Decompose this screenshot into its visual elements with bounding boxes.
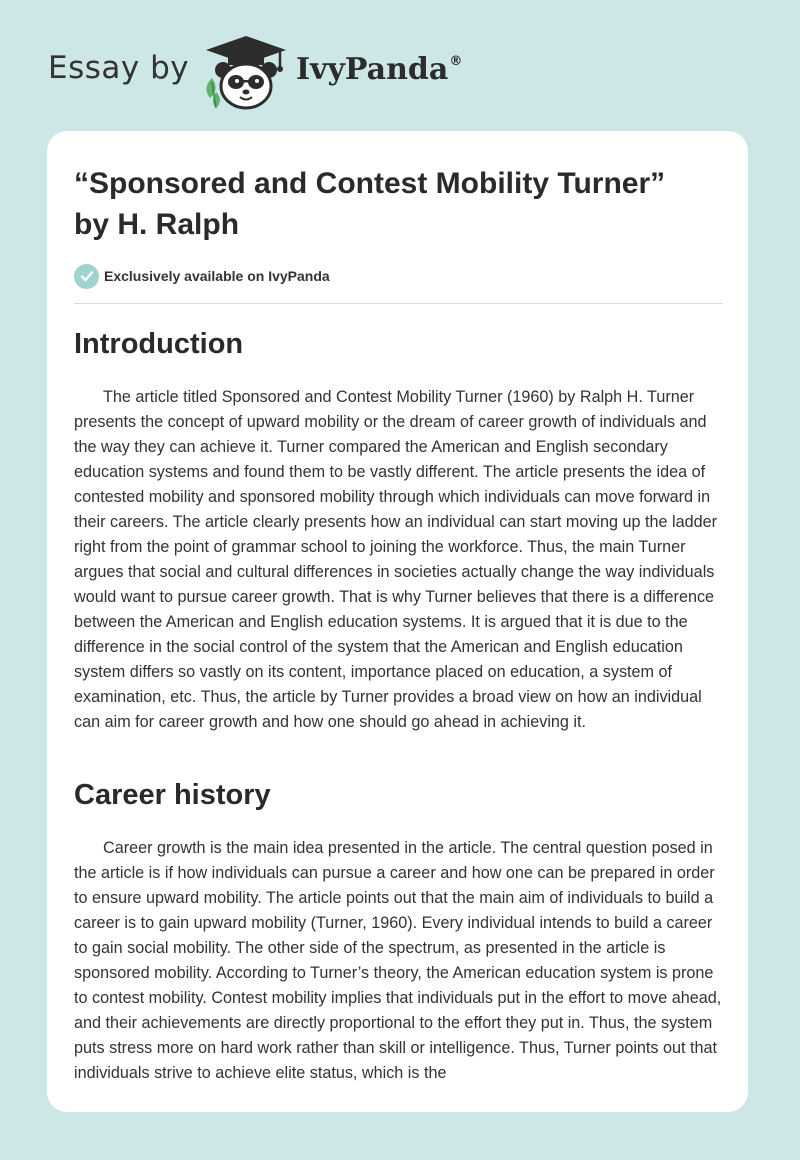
ivypanda-brand[interactable]: [296, 52, 462, 87]
exclusive-badge-text: Exclusively available on IvyPanda: [104, 268, 330, 284]
site-header: [0, 0, 800, 130]
section-paragraph-career-history: Career growth is the main idea presented in the article. The central question posed in the article is if how individuals can pursue a career and how one can be prepared in order to ensure upward mobility. The article points out that the main aim of individuals to build a career is to gain upward mobility (Turner, 1960). Every individual intends to build a career to gain social mobility. The other side of the spectrum, as presented in the article is sponsored mobility. According to Turner’s theory, the American education system is prone to contest mobility. Contest mobility implies that individuals put in the effort to move ahead, and their achievements are directly proportional to the effort they put in. Thus, the system puts stress more on hard work rather than skill or intelligence. Thus, Turner points out that individuals strive to achieve elite status, which is the: [74, 839, 722, 1082]
title-divider: [74, 303, 723, 304]
section-heading-introduction: Introduction: [74, 328, 244, 360]
check-icon: [74, 264, 99, 289]
exclusive-badge: [74, 263, 330, 289]
essay-title: “Sponsored and Contest Mobility Turner” by H. Ralph: [74, 167, 666, 241]
section-paragraph-introduction: The article titled Sponsored and Contest Mobility Turner (1960) by Ralph H. Turner presents the concept of upward mobility or the dream of career growth of individuals and the way they can achieve it. Turner compared the American and English secondary education systems and found them to be vastly different. The article presents the idea of contested mobility and sponsored mobility through which individuals can move forward in their careers. The article clearly presents how an individual can start moving up the ladder right from the point of grammar school to joining the workforce. Thus, the main Turner argues that social and cultural differences in societies actually change the way individuals would want to pursue career growth. That is why Turner believes that there is a difference between the American and English education systems. It is argued that it is due to the difference in the social control of the system that the American and English education system differs so vastly on its content, importance placed on education, a system of examination, etc. Thus, the article by Turner provides a broad view on how an individual can aim for career growth and how one should go ahead in achieving it.: [74, 388, 718, 731]
section-heading-career-history: Career history: [74, 779, 271, 811]
essay-by-label: Essay by: [48, 50, 190, 86]
brand-name-text: IvyPanda: [296, 52, 449, 87]
registered-mark: ®: [449, 54, 463, 69]
panda-logo-icon[interactable]: [200, 34, 292, 110]
essay-card: [47, 131, 748, 1112]
